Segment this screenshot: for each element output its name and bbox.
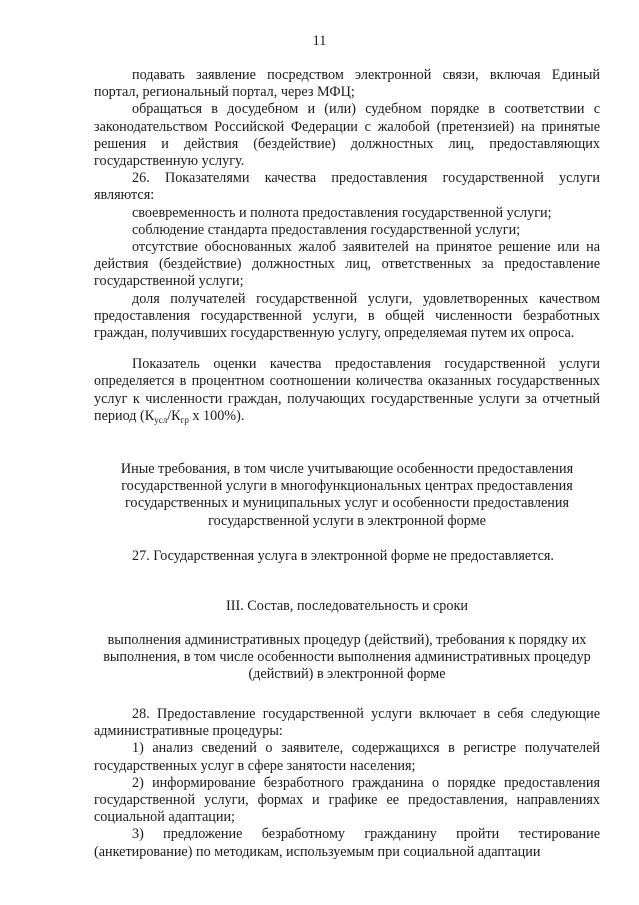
paragraph-27: 27. Государственная услуга в электронной форме не предоставляется.	[132, 548, 554, 564]
paragraph: доля получателей государственной услуги, удовлетворенных качеством предоставления государственной услуги, в общей численности безработных граждан, получивших государственную услугу, определяемая путем их опроса.	[94, 290, 600, 342]
indicator-paragraph	[94, 356, 600, 429]
paragraph: 28. Предоставление государственной услуги включает в себя следующие административные процедуры:	[94, 706, 600, 740]
paragraph: отсутствие обоснованных жалоб заявителей на принятое решение или на действия (бездействие) должностных лиц, ответственных за предоставление государственной услуги;	[94, 239, 600, 290]
indicator-mid: /К	[167, 407, 181, 424]
paragraph: 26. Показателями качества предоставления государственной услуги являются:	[94, 170, 600, 204]
paragraph: 3) предложение безработному гражданину пройти тестирование (анкетирование) по методикам, используемым при социальной адаптации	[94, 826, 600, 860]
indicator-text: Показатель оценки качества предоставления государственной услуги определяется в процентном соотношении количества оказанных государственных услуг к численности граждан, получающих государственные услуги за отчетный период (К	[94, 356, 600, 424]
top-block	[94, 67, 600, 429]
paragraph: 1) анализ сведений о заявителе, содержащихся в регистре получателей государственных услуг в сфере занятости населения;	[94, 740, 600, 774]
page-number: 11	[312, 33, 327, 49]
paragraph: подавать заявление посредством электронной связи, включая Единый портал, региональный портал, через МФЦ;	[94, 67, 600, 101]
paragraph: обращаться в досудебном и (или) судебном порядке в соответствии с законодательством Российской Федерации с жалобой (претензией) на принятые решения и действия (бездействие) должностных лиц, предоставляющих государственную услугу.	[94, 101, 600, 170]
indicator-subscript-gr: гр	[180, 414, 189, 425]
heading-other-requirements: Иные требования, в том числе учитывающие особенности предоставления государственной услуги в многофункциональных центрах предоставления государственных и муниципальных услуг и особенности предоставления государственной услуги в электронной форме	[120, 461, 574, 529]
section-subtitle: выполнения административных процедур (действий), требования к порядку их выполнения, в том числе особенности выполнения административных процедур (действий) в электронной форме	[103, 632, 591, 683]
indicator-subscript-usl: усл	[154, 414, 168, 425]
paragraph: 2) информирование безработного гражданина о порядке предоставления государственной услуги, формах и графике ее предоставления, направлениях социальной адаптации;	[94, 774, 600, 826]
indicator-end: x 100%).	[188, 407, 245, 424]
section-title: III. Состав, последовательность и сроки	[226, 598, 468, 614]
section-subtitle-block	[94, 632, 600, 684]
other-requirements-block	[94, 461, 600, 530]
para-27-block	[94, 548, 600, 565]
paragraph: соблюдение стандарта предоставления государственной услуги;	[132, 221, 521, 238]
section-title-block	[94, 598, 600, 615]
paragraph: своевременность и полнота предоставления государственной услуги;	[132, 204, 552, 221]
bottom-block	[94, 706, 600, 861]
